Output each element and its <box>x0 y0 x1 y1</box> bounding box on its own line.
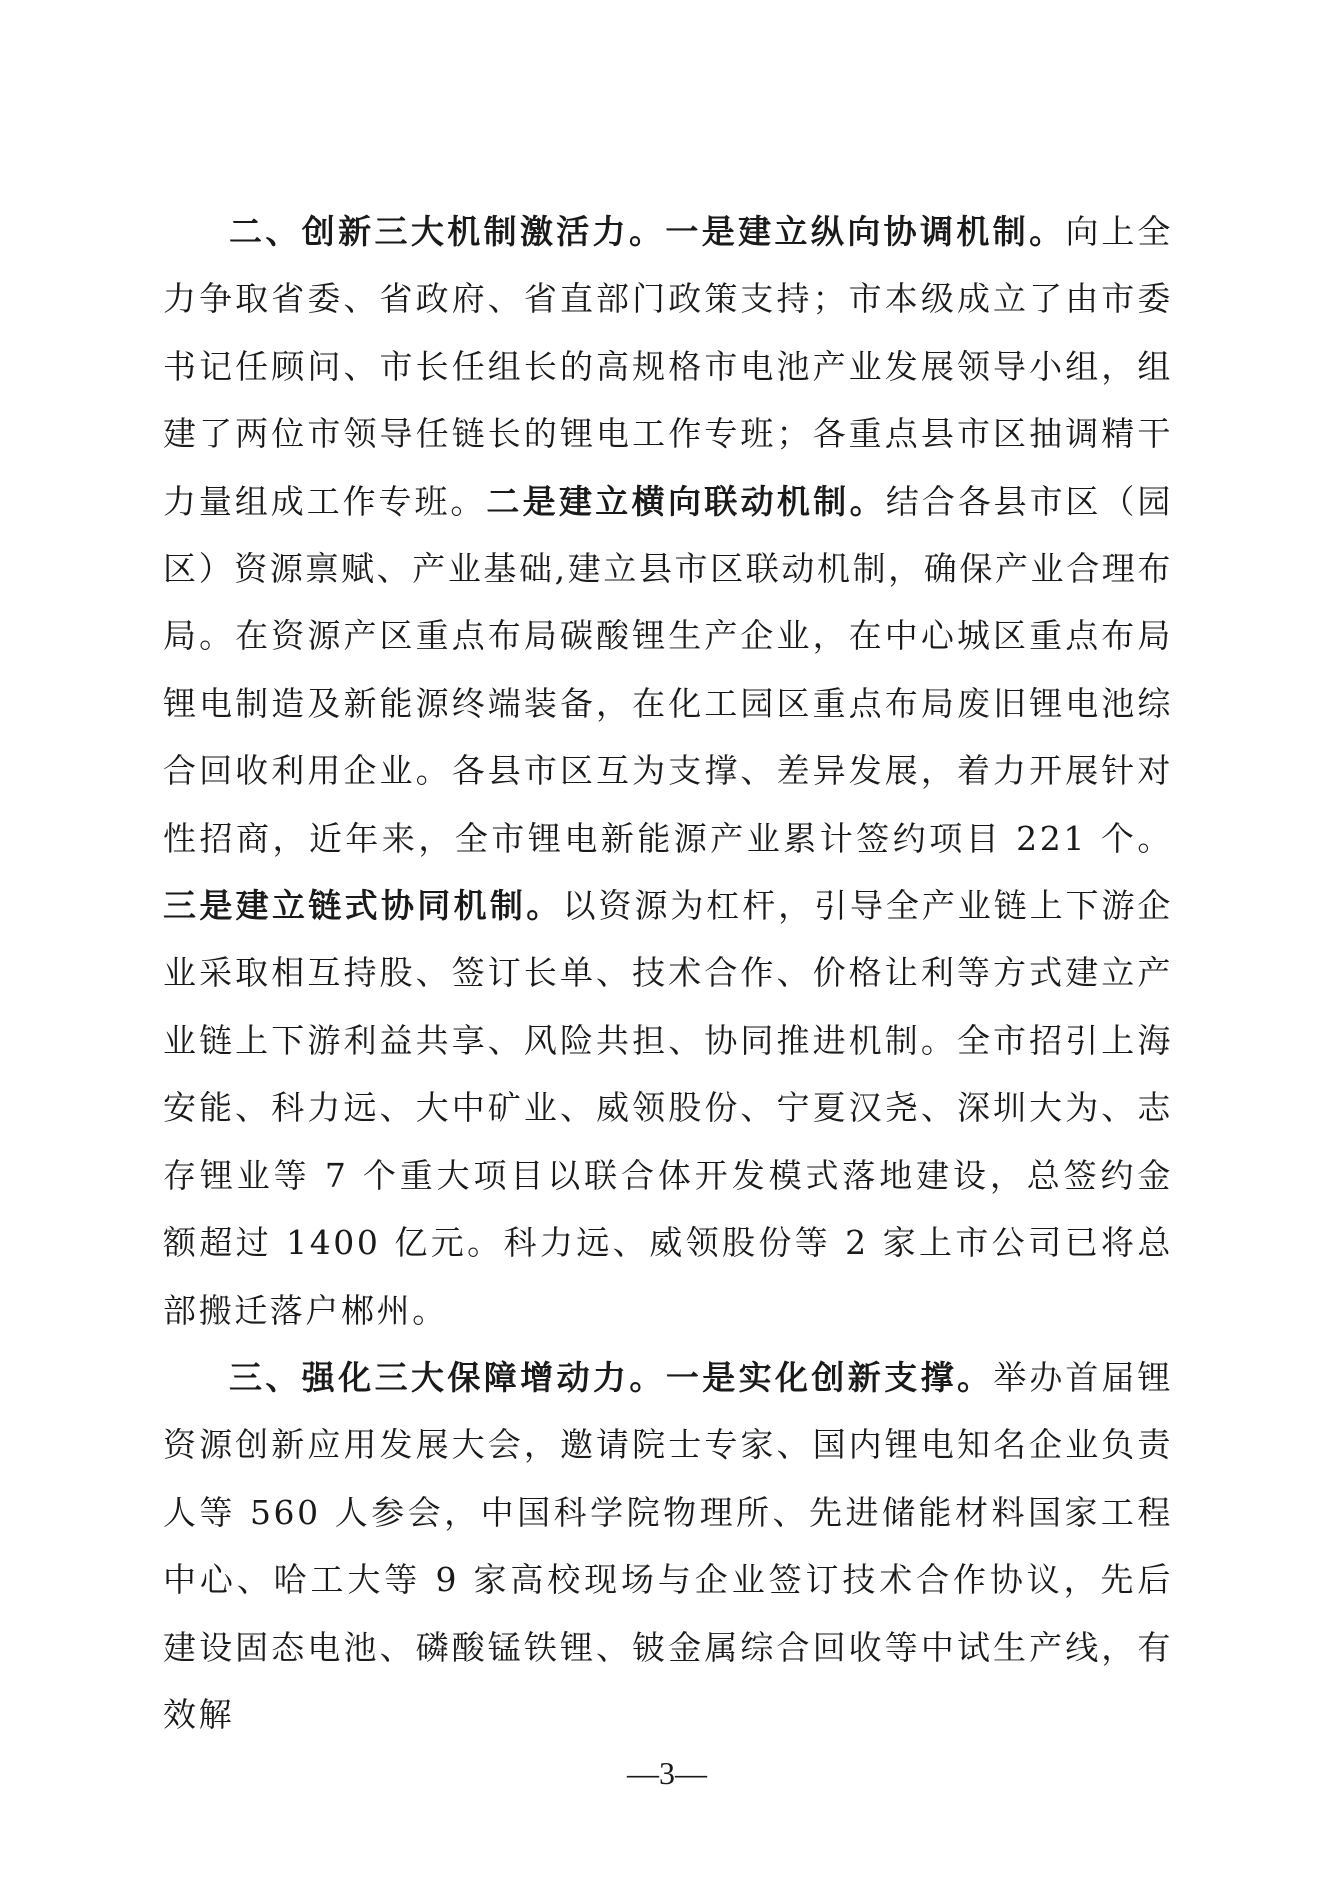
subheading-vertical-coordination: 一是建立纵向协调机制。 <box>665 212 1066 251</box>
paragraph-guarantees <box>163 1344 1173 1748</box>
paragraph-mechanisms <box>163 198 1173 1344</box>
subheading-chain-collaboration: 三是建立链式协同机制。 <box>163 886 563 926</box>
subheading-innovation-support: 一是实化创新支撑。 <box>665 1357 994 1397</box>
page-number: —3— <box>627 1755 707 1791</box>
document-body <box>163 198 1173 1748</box>
section-heading-guarantees: 三、强化三大保障增动力。 <box>229 1357 666 1397</box>
text-chain-collaboration: 以资源为杠杆，引导全产业链上下游企业采取相互持股、签订长单、技术合作、价格让利等方式建立产业链上下游利益共享、风险共担、协同推进机制。全市招引上海安能、科力远、大中矿业、威领股份、宁夏汉尧、深圳大为、志存锂业等 7 个重大项目以联合体开发模式落地建设，总签约金额超过 1400 亿元。科力远、威领股份等 2 家上市公司已将总部搬迁落户郴州。 <box>163 886 1174 1330</box>
text-innovation-support: 举办首届锂资源创新应用发展大会，邀请院士专家、国内锂电知名企业负责人等 560 人参会，中国科学院物理所、先进储能材料国家工程中心、哈工大等 9 家高校现场与企业签订技术合作协议，先后建设固态电池、磷酸锰铁锂、铍金属综合回收等中试生产线，有效解 <box>163 1357 1174 1734</box>
subheading-horizontal-linkage: 二是建立横向联动机制。 <box>486 481 886 521</box>
text-vertical-coordination: 向上全力争取省委、省政府、省直部门政策支持；市本级成立了由市委书记任顾问、市长任组长的高规格市电池产业发展领导小组，组建了两位市领导任链长的锂电工作专班；各重点县市区抽调精干力量组成工作专班。 <box>163 212 1174 521</box>
text-horizontal-linkage: 结合各县市区（园区）资源禀赋、产业基础,建立县市区联动机制，确保产业合理布局。在资源产区重点布局碳酸锂生产企业，在中心城区重点布局锂电制造及新能源终端装备，在化工园区重点布局废旧锂电池综合回收利用企业。各县市区互为支撑、差异发展，着力开展针对性招商，近年来，全市锂电新能源产业累计签约项目 221 个。 <box>163 481 1173 858</box>
section-heading-mechanisms: 二、创新三大机制激活力。 <box>229 212 666 251</box>
